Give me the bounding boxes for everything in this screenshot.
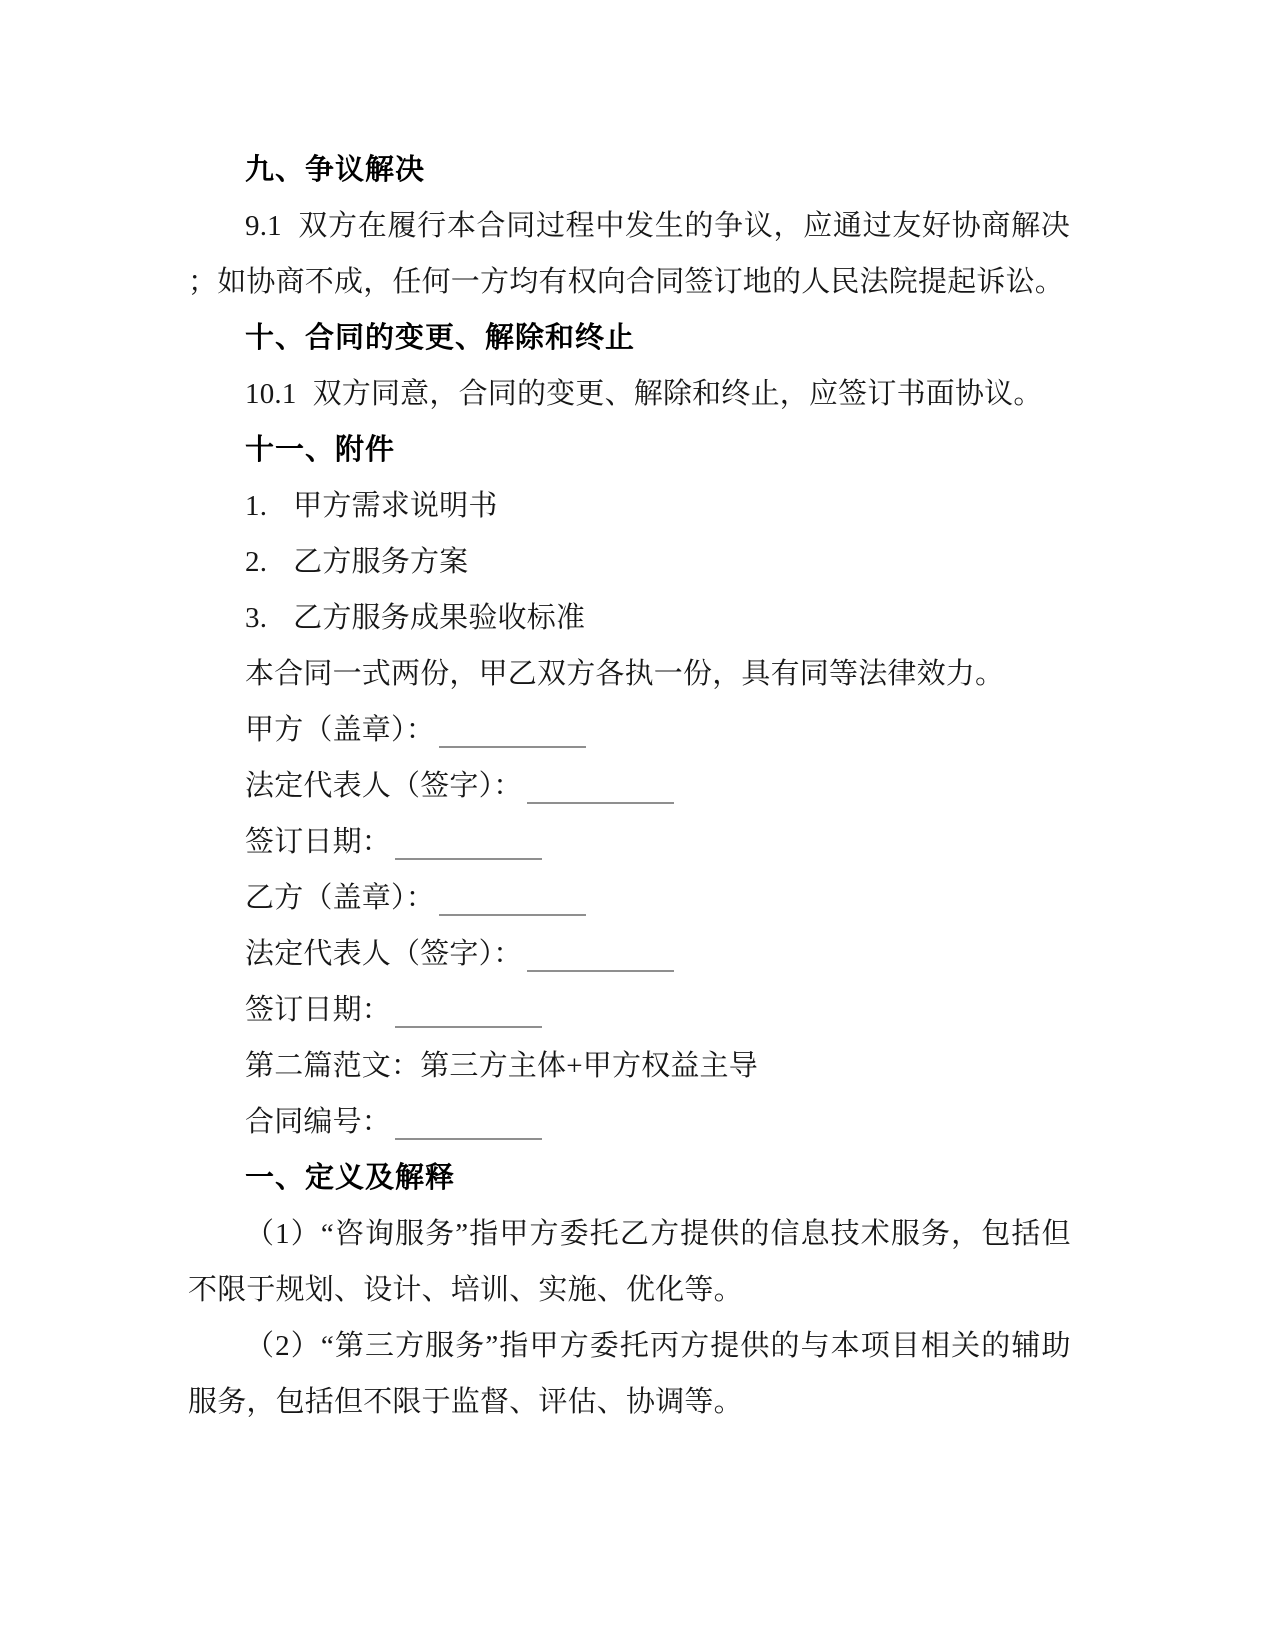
line-text: 法定代表人（签字）： xyxy=(245,770,523,802)
line-text: 服务，包括但不限于监督、评估、协调等。 xyxy=(188,1386,743,1418)
attachment-item-2 xyxy=(188,534,1070,590)
line-text: 甲方（盖章）： xyxy=(245,714,435,746)
line-text: 乙方服务成果验收标准 xyxy=(293,602,586,634)
line-text: 合同编号： xyxy=(245,1106,392,1138)
clause-9-1-line-2 xyxy=(188,254,1070,310)
heading-text: 九、争议解决 xyxy=(245,154,426,186)
line-text: 不限于规划、设计、培训、实施、优化等。 xyxy=(188,1274,743,1306)
party-b-signing-date-label xyxy=(188,982,1070,1038)
fill-in-blank-underline xyxy=(395,988,542,1028)
fill-in-blank-underline xyxy=(527,764,674,804)
contract-number-label xyxy=(188,1094,1070,1150)
clause-number: 10.1 xyxy=(245,378,297,410)
fill-in-blank-underline xyxy=(439,708,586,748)
attachment-item-1 xyxy=(188,478,1070,534)
line-text: 甲方需求说明书 xyxy=(293,490,498,522)
clause-10-1 xyxy=(188,366,1070,422)
line-text: 法定代表人（签字）： xyxy=(245,938,523,970)
clause-9-1-line-1 xyxy=(188,198,1070,254)
fill-in-blank-underline xyxy=(395,1100,542,1140)
line-text: （1）“咨询服务”指甲方委托乙方提供的信息技术服务，包括但 xyxy=(245,1218,1070,1250)
counterparts-statement xyxy=(188,646,1070,702)
heading-definitions xyxy=(188,1150,1070,1206)
fill-in-blank-underline xyxy=(439,876,586,916)
attachment-item-3 xyxy=(188,590,1070,646)
heading-attachments xyxy=(188,422,1070,478)
party-a-legal-representative-label xyxy=(188,758,1070,814)
party-b-seal-label xyxy=(188,870,1070,926)
clause-number: 3. xyxy=(245,602,268,634)
definition-2-line-1 xyxy=(188,1318,1070,1374)
second-template-title xyxy=(188,1038,1070,1094)
contract-text-block xyxy=(188,142,1070,1430)
fill-in-blank-underline xyxy=(395,820,542,860)
party-a-signing-date-label xyxy=(188,814,1070,870)
clause-number: 2. xyxy=(245,546,268,578)
party-a-seal-label xyxy=(188,702,1070,758)
definition-2-line-2 xyxy=(188,1374,1070,1430)
line-text: 双方同意，合同的变更、解除和终止，应签订书面协议。 xyxy=(312,378,1043,410)
line-text: （2）“第三方服务”指甲方委托丙方提供的与本项目相关的辅助 xyxy=(245,1330,1070,1362)
heading-text: 十、合同的变更、解除和终止 xyxy=(245,322,636,354)
line-text: 本合同一式两份，甲乙双方各执一份，具有同等法律效力。 xyxy=(245,658,1005,690)
heading-text: 一、定义及解释 xyxy=(245,1162,456,1194)
line-text: 第二篇范文：第三方主体+甲方权益主导 xyxy=(245,1050,758,1082)
fill-in-blank-underline xyxy=(527,932,674,972)
clause-number: 1. xyxy=(245,490,268,522)
line-text: 签订日期： xyxy=(245,994,392,1026)
party-b-legal-representative-label xyxy=(188,926,1070,982)
definition-1-line-1 xyxy=(188,1206,1070,1262)
heading-dispute-resolution xyxy=(188,142,1070,198)
definition-1-line-2 xyxy=(188,1262,1070,1318)
line-text: 乙方服务方案 xyxy=(293,546,469,578)
line-text: 双方在履行本合同过程中发生的争议，应通过友好协商解决 xyxy=(297,210,1070,242)
clause-number: 9.1 xyxy=(245,210,282,242)
line-text: ；如协商不成，任何一方均有权向合同签订地的人民法院提起诉讼。 xyxy=(188,266,1065,298)
line-text: 乙方（盖章）： xyxy=(245,882,435,914)
line-text: 签订日期： xyxy=(245,826,392,858)
heading-text: 十一、附件 xyxy=(245,434,396,466)
heading-contract-change-termination xyxy=(188,310,1070,366)
